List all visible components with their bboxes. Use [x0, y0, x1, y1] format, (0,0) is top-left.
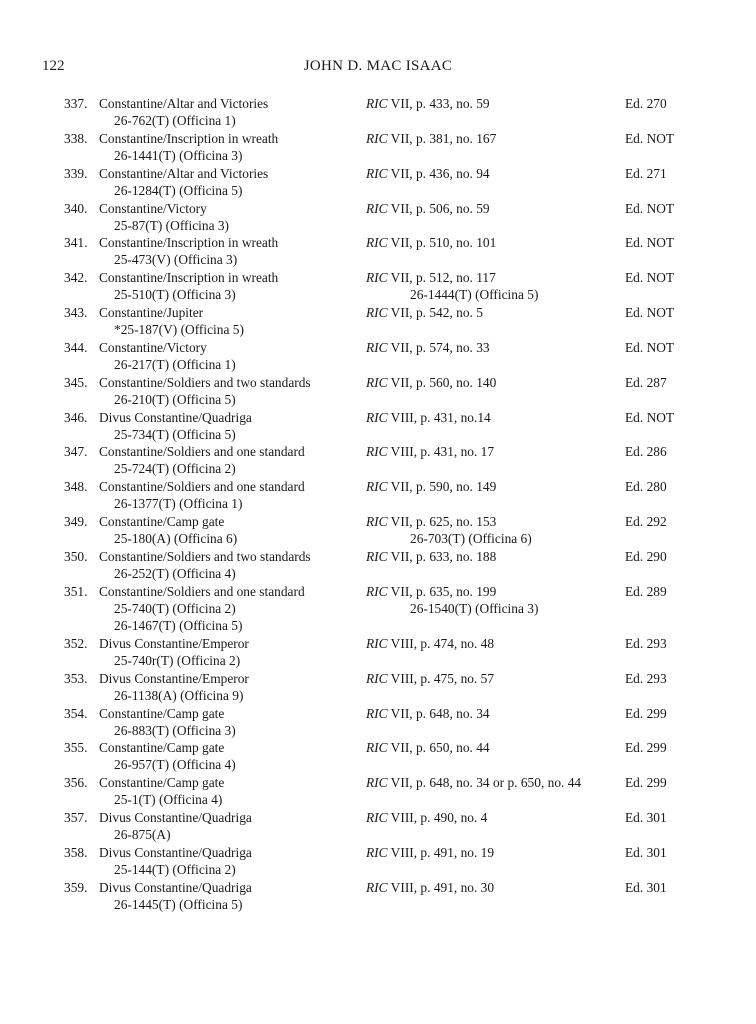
coin-inventory-number: 26-217(T) (Officina 1) [114, 356, 236, 372]
catalogue-entry [0, 879, 756, 914]
ric-citation: VII, p. 574, no. 33 [387, 339, 490, 355]
catalogue-entry [0, 844, 756, 879]
ric-reference [366, 670, 494, 687]
edition-reference: Ed. 271 [625, 165, 667, 181]
ric-reference [366, 705, 490, 722]
catalogue-entry [0, 165, 756, 200]
edition-reference: Ed. 301 [625, 844, 667, 860]
coin-inventory-number: 25-724(T) (Officina 2) [114, 461, 236, 477]
ric-abbreviation: RIC [366, 270, 388, 286]
ric-citation: VII, p. 433, no. 59 [387, 96, 490, 111]
coin-inventory-number: 25-87(T) (Officina 3) [114, 217, 230, 233]
catalogue-entry [0, 339, 756, 374]
entry-number: 347. [64, 444, 88, 460]
ric-abbreviation: RIC [366, 705, 388, 721]
entry-number: 350. [64, 548, 88, 564]
entry-number: 353. [64, 670, 88, 686]
ric-reference [366, 478, 496, 495]
catalogue-entry [0, 200, 756, 235]
ric-abbreviation: RIC [366, 548, 388, 564]
ric-reference [366, 130, 496, 147]
ric-abbreviation: RIC [366, 96, 388, 111]
entry-number: 359. [64, 879, 88, 895]
ric-citation: VII, p. 506, no. 59 [387, 200, 490, 216]
ric-abbreviation: RIC [366, 339, 388, 355]
entry-number: 357. [64, 810, 88, 826]
coin-description: Constantine/Soldiers and two standards [99, 374, 311, 390]
ric-citation: VIII, p. 491, no. 30 [387, 879, 495, 895]
catalogue-entry [0, 809, 756, 844]
catalogue-entry [0, 705, 756, 740]
coin-description: Constantine/Soldiers and one standard [99, 583, 305, 599]
coin-inventory-number: 26-875(A) [114, 827, 171, 843]
coin-inventory-number: 26-1467(T) (Officina 5) [114, 617, 243, 633]
additional-inventory-number: 26-1444(T) (Officina 5) [410, 287, 539, 303]
entry-number: 348. [64, 479, 88, 495]
edition-reference: Ed. 299 [625, 705, 667, 721]
edition-reference: Ed. 289 [625, 583, 667, 599]
coin-inventory-number: 26-252(T) (Officina 4) [114, 565, 236, 581]
ric-abbreviation: RIC [366, 810, 388, 826]
entry-number: 338. [64, 130, 88, 146]
entry-number: 339. [64, 165, 88, 181]
ric-citation: VIII, p. 431, no.14 [387, 409, 491, 425]
ric-abbreviation: RIC [366, 200, 388, 216]
ric-abbreviation: RIC [366, 879, 388, 895]
ric-abbreviation: RIC [366, 479, 388, 495]
edition-reference: Ed. 293 [625, 635, 667, 651]
coin-inventory-number: 26-1138(A) (Officina 9) [114, 687, 244, 703]
entry-number: 340. [64, 200, 88, 216]
ric-citation: VII, p. 512, no. 117 [387, 270, 496, 286]
ric-reference [366, 234, 496, 251]
ric-abbreviation: RIC [366, 409, 388, 425]
catalogue-entry [0, 95, 756, 130]
coin-description: Constantine/Altar and Victories [99, 96, 269, 111]
catalogue-entry [0, 478, 756, 513]
edition-reference: Ed. 293 [625, 670, 667, 686]
ric-reference [366, 374, 496, 391]
coin-inventory-number: 26-1377(T) (Officina 1) [114, 496, 243, 512]
catalogue-entry [0, 374, 756, 409]
ric-reference [366, 443, 494, 460]
coin-description: Constantine/Camp gate [99, 705, 225, 721]
coin-description: Divus Constantine/Quadriga [99, 879, 252, 895]
ric-abbreviation: RIC [366, 635, 388, 651]
ric-reference [366, 879, 494, 896]
ric-citation: VII, p. 590, no. 149 [387, 479, 497, 495]
entry-number: 354. [64, 705, 88, 721]
coin-inventory-number: 26-1284(T) (Officina 5) [114, 182, 243, 198]
ric-abbreviation: RIC [366, 670, 388, 686]
ric-citation: VII, p. 436, no. 94 [387, 165, 490, 181]
ric-citation: VII, p. 633, no. 188 [387, 548, 497, 564]
ric-citation: VII, p. 542, no. 5 [387, 305, 483, 321]
entry-number: 358. [64, 844, 88, 860]
ric-reference [366, 774, 581, 791]
coin-description: Divus Constantine/Emperor [99, 635, 249, 651]
edition-reference: Ed. NOT [625, 270, 675, 286]
catalogue-entry [0, 670, 756, 705]
edition-reference: Ed. 299 [625, 775, 667, 791]
coin-inventory-number: *25-187(V) (Officina 5) [114, 322, 244, 338]
catalogue-entries [0, 95, 756, 914]
ric-reference [366, 95, 490, 112]
ric-citation: VIII, p. 431, no. 17 [387, 444, 495, 460]
coin-description: Constantine/Soldiers and one standard [99, 444, 305, 460]
coin-description: Divus Constantine/Quadriga [99, 844, 252, 860]
edition-reference: Ed. NOT [625, 200, 675, 216]
edition-reference: Ed. 270 [625, 96, 667, 111]
edition-reference: Ed. 301 [625, 810, 667, 826]
ric-reference [366, 304, 483, 321]
edition-reference: Ed. NOT [625, 235, 675, 251]
coin-inventory-number: 25-740r(T) (Officina 2) [114, 652, 241, 668]
coin-inventory-number: 25-740(T) (Officina 2) [114, 600, 236, 616]
edition-reference: Ed. 286 [625, 444, 667, 460]
entry-number: 342. [64, 270, 88, 286]
coin-description: Constantine/Camp gate [99, 514, 225, 530]
coin-inventory-number: 25-510(T) (Officina 3) [114, 287, 236, 303]
ric-reference [366, 548, 496, 565]
entry-number: 346. [64, 409, 88, 425]
catalogue-entry [0, 304, 756, 339]
ric-citation: VII, p. 510, no. 101 [387, 235, 497, 251]
ric-citation: VII, p. 625, no. 153 [387, 514, 497, 530]
ric-abbreviation: RIC [366, 235, 388, 251]
ric-reference [366, 635, 494, 652]
coin-inventory-number: 26-1441(T) (Officina 3) [114, 147, 243, 163]
ric-abbreviation: RIC [366, 514, 388, 530]
ric-citation: VII, p. 560, no. 140 [387, 374, 497, 390]
coin-inventory-number: 25-1(T) (Officina 4) [114, 792, 223, 808]
edition-reference: Ed. NOT [625, 409, 675, 425]
ric-abbreviation: RIC [366, 130, 388, 146]
ric-abbreviation: RIC [366, 844, 388, 860]
ric-reference [366, 513, 496, 530]
catalogue-entry [0, 443, 756, 478]
coin-description: Constantine/Soldiers and two standards [99, 548, 311, 564]
ric-citation: VII, p. 635, no. 199 [387, 583, 497, 599]
coin-inventory-number: 26-210(T) (Officina 5) [114, 391, 236, 407]
coin-description: Constantine/Camp gate [99, 740, 225, 756]
entry-number: 355. [64, 740, 88, 756]
edition-reference: Ed. NOT [625, 339, 675, 355]
ric-citation: VII, p. 650, no. 44 [387, 740, 490, 756]
catalogue-entry [0, 513, 756, 548]
ric-reference [366, 200, 490, 217]
edition-reference: Ed. 290 [625, 548, 667, 564]
coin-inventory-number: 25-473(V) (Officina 3) [114, 252, 238, 268]
edition-reference: Ed. NOT [625, 305, 675, 321]
edition-reference: Ed. NOT [625, 130, 675, 146]
edition-reference: Ed. 280 [625, 479, 667, 495]
catalogue-entry [0, 635, 756, 670]
entry-number: 349. [64, 514, 88, 530]
coin-inventory-number: 26-762(T) (Officina 1) [114, 113, 236, 128]
entry-number: 351. [64, 583, 88, 599]
catalogue-entry [0, 234, 756, 269]
coin-inventory-number: 26-1445(T) (Officina 5) [114, 896, 243, 912]
entry-number: 345. [64, 374, 88, 390]
coin-inventory-number: 26-957(T) (Officina 4) [114, 757, 236, 773]
entry-number: 337. [64, 96, 88, 111]
coin-description: Constantine/Victory [99, 200, 207, 216]
coin-inventory-number: 25-734(T) (Officina 5) [114, 426, 236, 442]
ric-abbreviation: RIC [366, 775, 388, 791]
entry-number: 344. [64, 339, 88, 355]
additional-inventory-number: 26-703(T) (Officina 6) [410, 531, 532, 547]
ric-reference [366, 739, 490, 756]
ric-citation: VIII, p. 491, no. 19 [387, 844, 495, 860]
ric-reference [366, 583, 496, 600]
catalogue-entry [0, 774, 756, 809]
ric-abbreviation: RIC [366, 374, 388, 390]
ric-abbreviation: RIC [366, 583, 388, 599]
catalogue-entry [0, 409, 756, 444]
catalogue-entry [0, 583, 756, 635]
page-number: 122 [42, 58, 65, 74]
entry-number: 352. [64, 635, 88, 651]
edition-reference: Ed. 292 [625, 514, 667, 530]
catalogue-entry [0, 269, 756, 304]
coin-inventory-number: 25-144(T) (Officina 2) [114, 861, 236, 877]
catalogue-entry [0, 548, 756, 583]
coin-description: Constantine/Inscription in wreath [99, 235, 279, 251]
running-head: JOHN D. MAC ISAAC [303, 58, 453, 74]
coin-description: Divus Constantine/Emperor [99, 670, 249, 686]
entry-number: 343. [64, 305, 88, 321]
ric-citation: VII, p. 648, no. 34 or p. 650, no. 44 [387, 775, 582, 791]
coin-description: Constantine/Jupiter [99, 305, 204, 321]
ric-citation: VII, p. 648, no. 34 [387, 705, 490, 721]
coin-inventory-number: 25-180(A) (Officina 6) [114, 531, 238, 547]
catalogue-entry [0, 130, 756, 165]
ric-reference [366, 339, 490, 356]
coin-inventory-number: 26-883(T) (Officina 3) [114, 722, 236, 738]
entry-number: 341. [64, 235, 88, 251]
ric-citation: VIII, p. 474, no. 48 [387, 635, 495, 651]
ric-abbreviation: RIC [366, 305, 388, 321]
coin-description: Constantine/Inscription in wreath [99, 270, 279, 286]
ric-abbreviation: RIC [366, 740, 388, 756]
entry-number: 356. [64, 775, 88, 791]
ric-reference [366, 409, 491, 426]
coin-description: Constantine/Camp gate [99, 775, 225, 791]
ric-citation: VIII, p. 490, no. 4 [387, 810, 488, 826]
ric-reference [366, 165, 490, 182]
coin-description: Divus Constantine/Quadriga [99, 409, 252, 425]
edition-reference: Ed. 301 [625, 879, 667, 895]
ric-citation: VIII, p. 475, no. 57 [387, 670, 495, 686]
ric-reference [366, 809, 487, 826]
ric-abbreviation: RIC [366, 444, 388, 460]
additional-inventory-number: 26-1540(T) (Officina 3) [410, 600, 539, 616]
coin-description: Constantine/Soldiers and one standard [99, 479, 305, 495]
ric-reference [366, 844, 494, 861]
edition-reference: Ed. 299 [625, 740, 667, 756]
edition-reference: Ed. 287 [625, 374, 667, 390]
ric-reference [366, 269, 496, 286]
coin-description: Constantine/Altar and Victories [99, 165, 269, 181]
coin-description: Divus Constantine/Quadriga [99, 810, 252, 826]
ric-abbreviation: RIC [366, 165, 388, 181]
coin-description: Constantine/Inscription in wreath [99, 130, 279, 146]
ric-citation: VII, p. 381, no. 167 [387, 130, 497, 146]
coin-description: Constantine/Victory [99, 339, 207, 355]
catalogue-entry [0, 739, 756, 774]
